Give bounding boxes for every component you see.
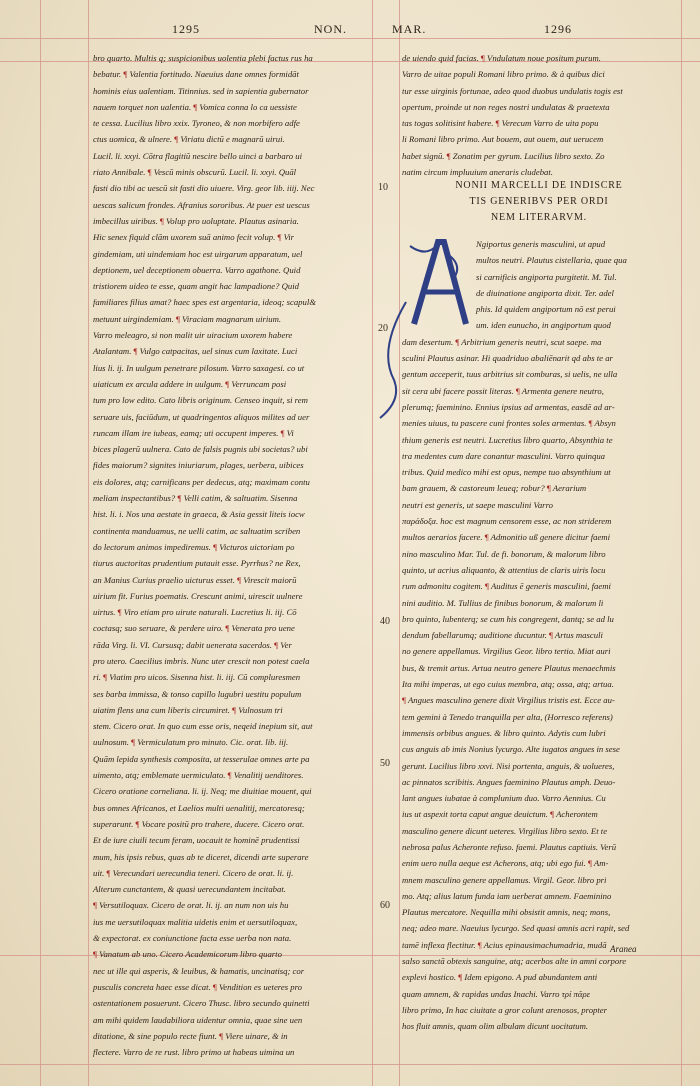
text-line: ostentationem posuerunt. Cicero Thusc. libro secundo quinetti	[93, 998, 310, 1009]
text-line: si carnificis angiporta purgitetit. M. Tul.	[476, 271, 617, 282]
paragraph-mark: ¶	[274, 639, 279, 650]
text-line: eis dolores, atq; carnificans per dedecus, atq; maximam contu	[93, 476, 310, 487]
text-line: nauem torquet non ualentia. ¶ Vomica conna lo ca uessiste	[93, 101, 297, 112]
text-line: Quām lepida synthesis composita, ut tesserulae omnes arte pa	[93, 753, 310, 764]
text-line: phis. Id quidem angiportum nō est perui	[476, 304, 616, 315]
paragraph-mark: ¶	[458, 972, 463, 983]
text-line: Atalantam. ¶ Vulgo catpacitas, uel sinus cum laxitate. Luci	[93, 346, 298, 357]
text-line: hominis eius ualentiam. Titinnius. sed in sapientia gubernator	[93, 85, 309, 96]
text-line: riato Annibale. ¶ Vescū minis obscurū. Lucil. li. xxyi. Quāl	[93, 167, 297, 178]
paragraph-mark: ¶	[123, 69, 128, 80]
paragraph-mark: ¶	[455, 336, 460, 347]
text-line: meliam inspectantibus? ¶ Velli catim, & saltuatim. Sisenna	[93, 493, 298, 504]
text-line: fasti dio tibi ac uescū sit fasti dio uiuere. Virg. geor lib. iiij. Nec	[93, 183, 315, 194]
paragraph-mark: ¶	[548, 630, 553, 641]
text-line: bro quarto. Multis q; suspicionibus uolentia plebi factus rus ha	[93, 53, 313, 63]
paragraph-mark: ¶	[277, 232, 282, 243]
text-line: ses barba immissa, & tonso capillo lugubri uestitu populum	[93, 688, 302, 699]
text-line: & expectorat. ex coniunctione facta esse uerba non nata.	[93, 933, 292, 944]
paragraph-mark: ¶	[485, 581, 489, 592]
text-line: ¶ Versutiloquax. Cicero de orat. li. ij. an num non uis hu	[93, 900, 289, 911]
text-line: coctasq; suo seruare, & perdere uiro. ¶ Venerata pro uene	[93, 623, 295, 634]
ruling-line	[0, 1064, 700, 1065]
text-line: Lucil. li. xxyi. Cōtra flagitiū nescire bello uinci a barbaro ui	[93, 150, 303, 161]
paragraph-mark: ¶	[446, 150, 451, 161]
folio-left: 1295	[172, 22, 200, 36]
text-line: ¶ Angues masculino genere dixit Virgilius tristis est. Ecce au-	[402, 695, 615, 706]
text-line: de uiendo quid facias. ¶ Vndulatum noue positum purum.	[402, 53, 601, 63]
ruling-line	[372, 0, 373, 1086]
running-title-right: MAR.	[392, 22, 427, 36]
text-line: deptionem, uel deceptionem obuerra. Varro agathone. Quid	[93, 264, 301, 275]
text-line: uit. ¶ Verecundari uerecundia teneri. Cicero de orat. li. ij.	[93, 867, 294, 878]
right-text-column-body	[402, 236, 674, 1032]
folio-right: 1296	[544, 22, 572, 36]
text-line: am mihi quidem laudabiliora uidentur omnia, quae sine uen	[93, 1014, 303, 1025]
paragraph-mark: ¶	[212, 981, 217, 992]
text-line: dendum fabellarumq; auditione ducuntur. ¶ Artus masculi	[402, 630, 603, 641]
text-line: ri. ¶ Viatim pro uicos. Sisenna hist. li. iij. Cū compluresmen	[93, 672, 301, 683]
text-line: li Romani libro primo. Aut bouem, aut ouem, aut uerucem	[402, 134, 604, 145]
text-line: multos aerarios facere. ¶ Admonitio uß genere dicitur faemi	[402, 532, 610, 543]
text-line: familiares filius amat? haec spes est argentaria, ideoq; scapul&	[93, 297, 317, 308]
text-line: ditatione, & sine populo recte fiunt. ¶ Viere uinare, & in	[93, 1030, 288, 1041]
text-line: masculino genere dicunt ueteres. Virgilius libro sexto. Et te	[402, 825, 608, 836]
text-line: natim circum impluuium aneraris cludebat.	[402, 167, 553, 178]
text-line: ius ut aspexit torta caput angue deuictum. ¶ Acherontem	[402, 809, 598, 820]
paragraph-mark: ¶	[495, 118, 500, 129]
line-number: 20	[378, 323, 388, 334]
text-line: sculini Plautus asinar. Hi quadriduo abaliēnarit qd abs te ar	[402, 353, 613, 364]
paragraph-mark: ¶	[93, 900, 97, 911]
text-line: bus, & tremit artus. Artua neutro genere Plautus menaechmis	[402, 662, 616, 673]
text-line: te cessa. Lucilius libro xxix. Tyroneo, & non morbifero adfe	[93, 118, 300, 129]
paragraph-mark: ¶	[117, 607, 122, 618]
text-line: seruare uis, faciūdum, ut quadringentos aliquos milites ad uer	[93, 411, 310, 422]
text-line: nec ut ille qui asperis, & leuibus, & hamatis, uncinatisq; cor	[93, 965, 305, 976]
paragraph-mark: ¶	[135, 818, 140, 829]
text-line: Plautus mercatore. Nequilla mihi obsistit amnis, neq; mons,	[402, 907, 611, 918]
text-line: Et de iure ciuili tecum feram, uocauit te hominē prudentissi	[93, 835, 300, 846]
running-title-left: NON.	[314, 22, 347, 36]
text-line: neq; adeo mare. Naeuius lycurgo. Sed quasi amnis acri rapit, sed	[402, 923, 630, 934]
text-line: habet signū. ¶ Zonatim per gyrum. Lucilius libro sexto. Zo	[402, 150, 605, 161]
text-line: ac pinnatos scribitis. Angues faeminino Plautus amph. Deuo-	[402, 776, 616, 787]
text-line: superarunt. ¶ Vocare positū pro trahere, ducere. Cicero orat.	[93, 818, 305, 829]
text-line: Ngiportus generis masculini, ut apud	[476, 239, 606, 249]
paragraph-mark: ¶	[175, 313, 180, 324]
text-line: uiaticum ex arcula addere in uulgum. ¶ Verruncam posi	[93, 378, 287, 389]
text-line: uirtus. ¶ Viro etiam pro uirute naturali. Lucretius li. iij. Cō	[93, 607, 297, 618]
text-line: salso sanctā obtexis sanguine, atq; acerbos alte in amni corpore	[402, 956, 627, 967]
text-line: quinto, ut acrius aliquanto, & attentius de claris uiris locu	[402, 564, 606, 575]
ruling-line	[88, 0, 89, 1086]
text-line: tas togas solitisint habere. ¶ Verecum Varro de uita popu	[402, 118, 599, 129]
text-line: do lectorum animos impediremus. ¶ Victuros uictoriam po	[93, 541, 295, 552]
text-line: fides maiorum? signites iniuriarum, plages, uerbera, uibices	[93, 460, 304, 471]
paragraph-mark: ¶	[225, 623, 230, 634]
text-line: no genere appellamus. Virgilius Geor. libro tertio. Miat auri	[402, 646, 611, 657]
text-line: nebrosa palus Acheronte refuso. faemi. Plautus captiuis. Verū	[402, 841, 617, 852]
text-line: gindemiam, uti uindemiam hoc est uirgarum apparatum, uel	[93, 248, 303, 259]
paragraph-mark: ¶	[480, 53, 485, 63]
text-line: ius me uersutiloquax malitia uidetis enim et uersutiloquax,	[93, 916, 298, 927]
text-line: lius li. ij. In uulgum penetrare pilosum. Varro saxagesi. co ut	[93, 362, 305, 373]
ruling-line	[40, 0, 41, 1086]
paragraph-mark: ¶	[131, 737, 136, 748]
text-line: lant angues iubatae à complunium duo. Varro Aennius. Cu	[402, 793, 606, 804]
paragraph-mark: ¶	[546, 483, 551, 494]
text-line: uulnosum. ¶ Vermiculatum pro minuto. Cic. orat. lib. iij.	[93, 737, 289, 748]
paragraph-mark: ¶	[103, 672, 108, 683]
paragraph-mark: ¶	[227, 770, 232, 781]
text-line: Alterum cunctantem, & quasi uerecundantem incitabat.	[93, 884, 286, 895]
paragraph-mark: ¶	[550, 809, 555, 820]
text-line: tamē inflexa flectitur. ¶ Acius epinausimachumadria, mudā	[402, 939, 607, 950]
text-line: rāda Virg. li. VI. Cursusq; dabit uenerata sacerdos. ¶ Ver	[93, 639, 292, 650]
text-line: bus omnes Africanos, et Laelios multi uenalitij, mercatoresq;	[93, 802, 305, 813]
text-line: tem gemini à Tenedo tranquilla per alta, (Horresco referens)	[402, 711, 613, 722]
text-line: multos neutri. Plautus cistellaria, quae qua	[476, 255, 627, 266]
text-line: runcam illam ire iubeas, eamq; uti occupent imperes. ¶ Vi	[93, 427, 294, 438]
paragraph-mark: ¶	[219, 1030, 224, 1041]
text-line: hist. li. i. Nos una aestate in graeca, & Asia gessit liteis iocw	[93, 509, 305, 520]
text-line: pro utero. Caecilius imbris. Nunc uter crescit non potest caela	[93, 655, 310, 666]
paragraph-mark: ¶	[93, 949, 97, 960]
chapter-heading-line: TIS GENERIBVS PER ORDI	[469, 196, 609, 207]
text-line: tum pro low edito. Cato libris originum. Censeo inquit, si rem	[93, 395, 308, 406]
paragraph-mark: ¶	[106, 867, 111, 878]
paragraph-mark: ¶	[159, 215, 164, 226]
left-text-column	[93, 50, 365, 1058]
text-line: tur esse uirginis fortunae, adeo quod duobus undulatis togis est	[402, 85, 623, 96]
text-line: pusculis concreta haec esse dicat. ¶ Vendition es ueteres pro	[93, 981, 303, 992]
text-line: Varro meleagro, si non malit uir uiracium uxorem habere	[93, 330, 293, 341]
text-line: mo. Atq; alius latum funda iam uerberat amnem. Faeminino	[402, 890, 612, 901]
ruling-line	[681, 0, 682, 1086]
line-number: 60	[380, 900, 390, 911]
paragraph-mark: ¶	[587, 858, 592, 869]
text-line: Varro de uitae populi Romani libro primo. & à quibus dici	[402, 69, 605, 80]
paragraph-mark: ¶	[133, 346, 138, 357]
text-line: mum, his ipsis rebus, quas ab te diceret, dicendi arte superare	[93, 851, 309, 862]
ruling-line	[399, 0, 400, 1086]
text-line: dam desertum. ¶ Arbitrium generis neutri, scut saepe. ma	[402, 336, 602, 347]
text-line: neutri est generis, ut saepe masculini Varro	[402, 499, 553, 510]
paragraph-mark: ¶	[280, 427, 285, 438]
paragraph-mark: ¶	[193, 101, 198, 112]
text-line: tra medentes cum dare conantur masculini. Varro quinqua	[402, 450, 606, 461]
text-line: hos fluit amnis, quam olim albulam dicunt uocitatum.	[402, 1021, 589, 1032]
text-line: tiurus auctoritas prudentium putauit esse. Pyrrhus? ne Rex,	[93, 558, 301, 569]
paragraph-mark: ¶	[588, 418, 593, 429]
text-line: flectere. Varro de re rust. libro primo ut habeas uimina un	[93, 1047, 295, 1058]
text-line: gentum acceperit, tuus arbitrius sit comburas, si uelis, ne ulla	[402, 369, 618, 380]
text-line: imbecillus uiribus. ¶ Volup pro uoluptate. Plautus asinaria.	[93, 215, 299, 226]
text-line: explevi hostico. ¶ Idem epigono. A pud abundantem anti	[402, 972, 598, 983]
paragraph-mark: ¶	[177, 493, 182, 504]
text-line: uirium fit. Furius poematis. Crescunt animi, uirescit uulnere	[93, 590, 303, 601]
text-line: an Manius Curius praelio uicturus esset. ¶ Virescit maiorū	[93, 574, 297, 585]
text-line: stem. Cicero orat. In quo cum esse oris, neqeid inepium sit, aut	[93, 721, 313, 732]
chapter-heading-line: NONII MARCELLI DE INDISCRE	[455, 180, 623, 191]
text-line: quam amnem, & rapidas undas Inachi. Varro τρί πᾶρε	[402, 988, 591, 999]
text-line: bebatur. ¶ Valentia fortitudo. Naeuius dane omnes formidāt	[93, 69, 299, 80]
text-line: enim uero nulla aeque est Acherons, atq; ubi ego fui. ¶ Am-	[402, 858, 609, 869]
text-line: thium generis est neutri. Lucretius libro quarto, Absynthia te	[402, 434, 613, 445]
text-line: metuunt uirgindemiam. ¶ Viraciam magnarum uirium.	[93, 313, 282, 324]
chapter-heading	[406, 178, 672, 226]
catchword: Aranea	[610, 944, 637, 954]
text-line: immensis orbibus angues. & libro quinto. Adytis cum lubri	[402, 727, 606, 738]
paragraph-mark: ¶	[147, 167, 152, 178]
text-line: plerumq; faeminino. Ennius ipsius ad armentas, easdē ad ar-	[402, 401, 615, 412]
text-line: παράδοξα. hoc est magnum censorem esse, ac non striderem	[402, 516, 612, 527]
text-line: de diuinatione angiporta dixit. Ter. adel	[476, 287, 614, 298]
text-line: libro primo, In hac ciuitate a gror colunt arenosos, propter	[402, 1004, 608, 1015]
text-line: ctus uomica, & ulnere. ¶ Viriatu dictū e magnarū uirui.	[93, 134, 285, 145]
text-line: nino masculino Mar. Tul. de fi. bonorum, & malorum libro	[402, 548, 606, 559]
text-line: mnem masculino genere appellamus. Virgil. Geor. libro pri	[402, 874, 607, 885]
paragraph-mark: ¶	[237, 574, 242, 585]
text-line: bro quinto, lubenterq; se cum his congregent, dantq; se ad lu	[402, 613, 614, 624]
line-number: 40	[380, 616, 390, 627]
initial-letter: A	[404, 236, 405, 237]
line-number: 50	[380, 758, 390, 769]
text-line: sit cera ubi facere possit literas. ¶ Armenta genere neutro,	[402, 385, 604, 396]
text-line: rum admonitu cogitem. ¶ Auditus ē generis masculini, faemi	[402, 581, 611, 592]
text-line: uiatim flens una cum liberis circumiret. ¶ Vulnosum tri	[93, 704, 283, 715]
paragraph-mark: ¶	[484, 532, 489, 543]
text-line: um. iden eunucho, in angiportum quod	[476, 320, 611, 331]
text-line: tristiorem uideo te esse, quam angit hac lampadione? Quid	[93, 281, 299, 292]
chapter-heading-line: NEM LITERARVM.	[491, 212, 587, 223]
text-line: Cicero oratione corneliana. li. ij. Neq; me diuitiae mouent, qui	[93, 786, 312, 797]
paragraph-mark: ¶	[477, 939, 482, 950]
text-line: continenta manduamus, ne uelli catim, ac saltuatim scriben	[93, 525, 301, 536]
paragraph-mark: ¶	[232, 704, 237, 715]
paragraph-mark: ¶	[515, 385, 520, 396]
paragraph-mark: ¶	[213, 541, 218, 552]
text-line: cus anguis ab imis Nonius lycurgo. Alte iugatos angues in sese	[402, 744, 620, 755]
text-line: opertum, proinde ut non reges nostri undulatas & praetexta	[402, 101, 610, 112]
text-line: Hic senex fiquid clām uxorem suā animo fecit volup. ¶ Vir	[93, 232, 295, 243]
paragraph-mark: ¶	[225, 378, 230, 389]
text-line: nini auditio. M. Tullius de finibus bonorum, & malorum li	[402, 597, 604, 608]
text-line: Ita mihi imperas, ut ego cuius membra, atq; ossa, atq; artua.	[402, 679, 614, 690]
paragraph-mark: ¶	[402, 695, 406, 706]
text-line: uimento, atq; emblemate uermiculato. ¶ Venalitij uenditores.	[93, 770, 304, 781]
running-header	[90, 22, 680, 46]
text-line: gerunt. Lucilius libro xxvi. Nisi portenta, anguis, & uolueres,	[402, 760, 615, 771]
text-line: menies uiuus, tu pascere cuni frontes soles armentas. ¶ Absyn	[402, 418, 616, 429]
text-line: ¶ Vanatum ab uno. Cicero Academicorum libro quarto	[93, 949, 282, 960]
right-text-column-top	[402, 50, 674, 180]
text-line: bam grauem, & castoreum leueq; robur? ¶ Aerarium	[402, 483, 587, 494]
text-line: uescas salicum frondes. Afranius sororibus. At puer est uescus	[93, 199, 310, 210]
text-line: bices plagerū uulnera. Cato de falsis pugnis ubi societas? ubi	[93, 444, 308, 455]
line-number: 10	[378, 182, 388, 193]
text-line: tribus. Quid medico mihi est opus, nempe tuo absynthium ut	[402, 467, 611, 478]
paragraph-mark: ¶	[174, 134, 179, 145]
